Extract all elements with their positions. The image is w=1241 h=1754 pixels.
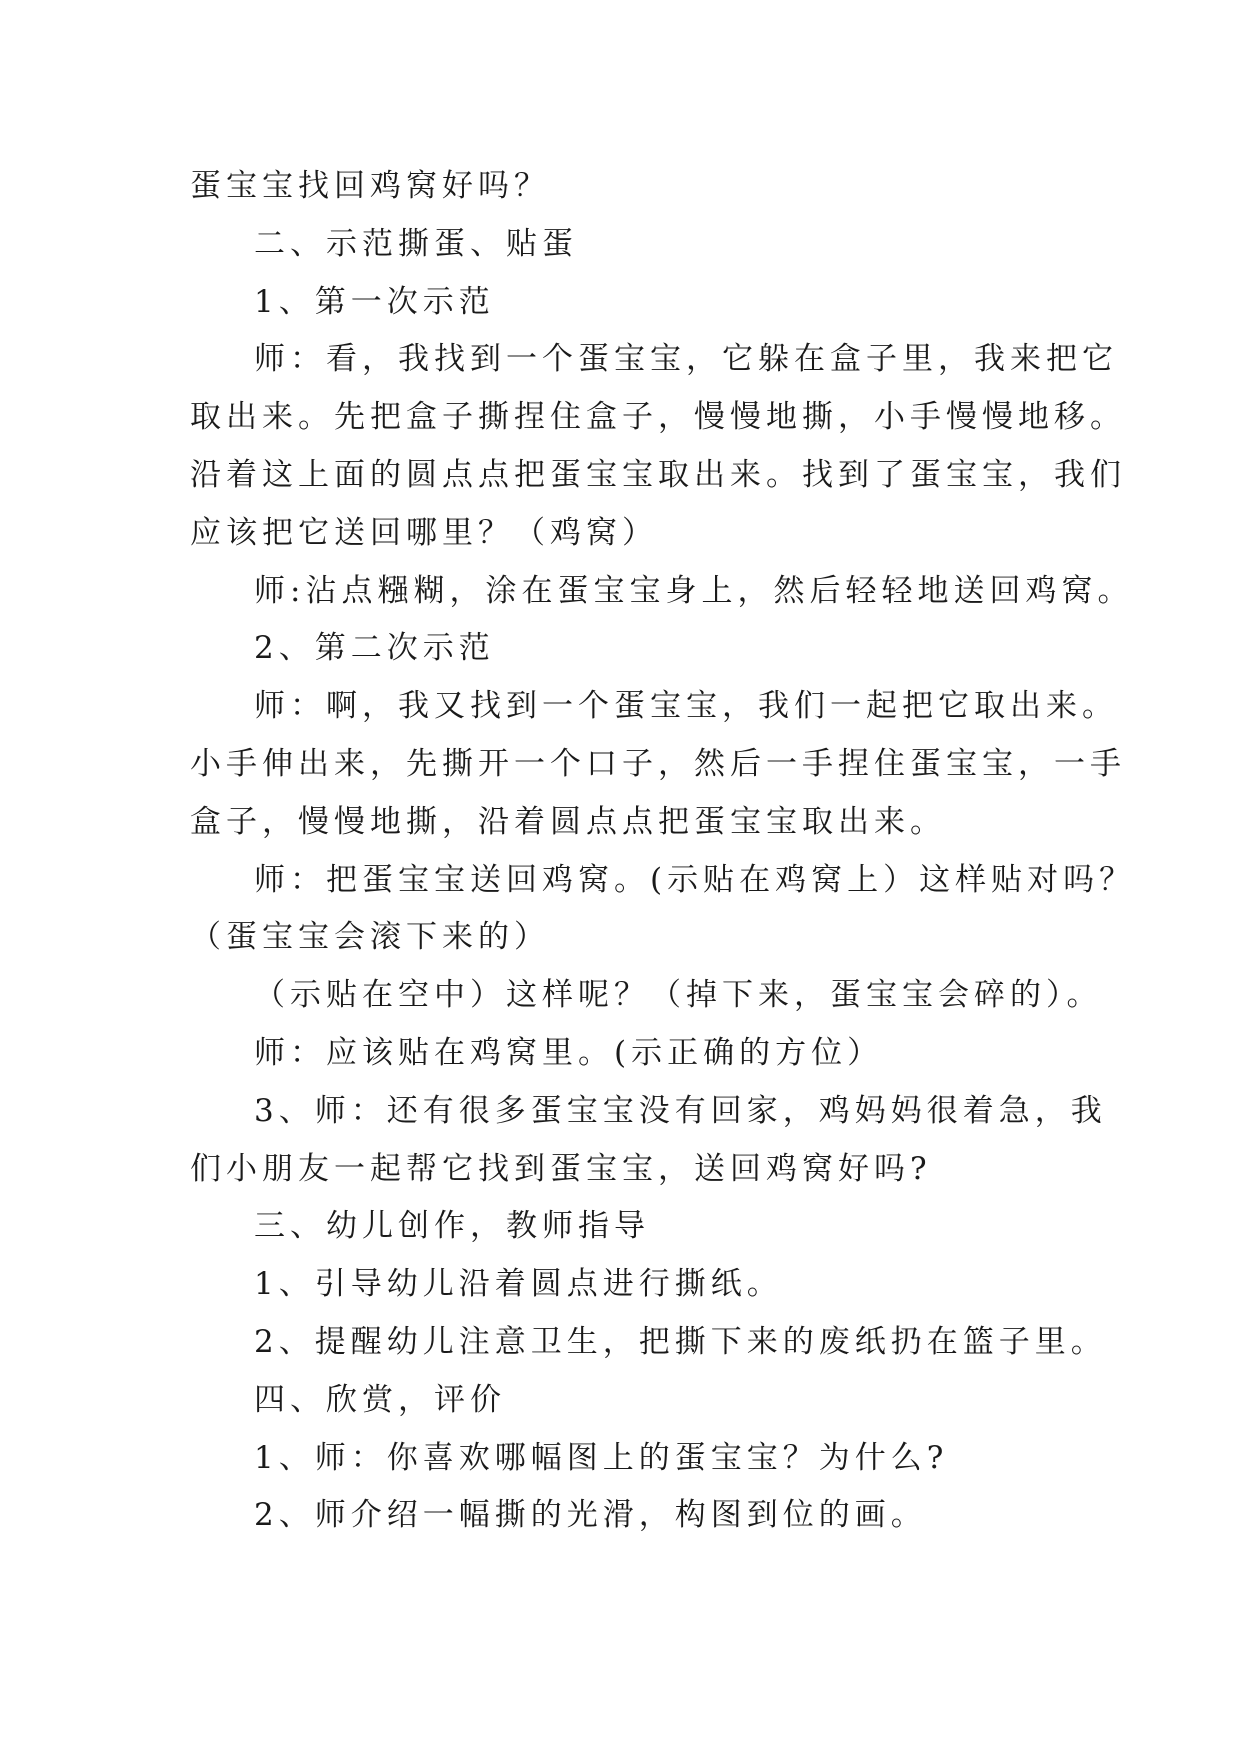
text-line: 沿着这上面的圆点点把蛋宝宝取出来。找到了蛋宝宝，我们	[190, 456, 1126, 493]
text-line: 师：应该贴在鸡窝里。(示正确的方位）	[254, 1034, 884, 1071]
text-line: 取出来。先把盒子撕捏住盒子，慢慢地撕，小手慢慢地移。	[190, 399, 1126, 436]
document-body	[190, 158, 1136, 1545]
list-item: 2、提醒幼儿注意卫生，把撕下来的废纸扔在篮子里。	[254, 1323, 1107, 1360]
subheading-second-demo: 2、第二次示范	[254, 630, 495, 667]
text-line: 师：看，我找到一个蛋宝宝，它躲在盒子里，我来把它	[254, 341, 1118, 378]
section-heading-demonstration: 二、示范撕蛋、贴蛋	[254, 225, 578, 262]
text-line: 3、师：还有很多蛋宝宝没有回家，鸡妈妈很着急，我	[254, 1092, 1107, 1129]
text-line: 师：把蛋宝宝送回鸡窝。(示贴在鸡窝上）这样贴对吗？	[254, 861, 1136, 898]
list-item: 1、师：你喜欢哪幅图上的蛋宝宝？为什么?	[254, 1439, 949, 1476]
text-line: 师:沾点糨糊，涂在蛋宝宝身上，然后轻轻地送回鸡窝。	[254, 572, 1134, 609]
text-line: 蛋宝宝找回鸡窝好吗？	[190, 168, 550, 204]
text-line: （示贴在空中）这样呢？（掉下来，蛋宝宝会碎的）。	[254, 977, 1103, 1014]
subheading-first-demo: 1、第一次示范	[254, 283, 495, 320]
list-item: 1、引导幼儿沿着圆点进行撕纸。	[254, 1266, 783, 1303]
text-line: 小手伸出来，先撕开一个口子，然后一手捏住蛋宝宝，一手	[190, 745, 1126, 782]
text-line: 盒子，慢慢地撕，沿着圆点点把蛋宝宝取出来。	[190, 803, 946, 840]
text-line: 应该把它送回哪里？（鸡窝）	[190, 514, 658, 551]
text-line: 师：啊，我又找到一个蛋宝宝，我们一起把它取出来。	[254, 688, 1118, 725]
list-item: 2、师介绍一幅撕的光滑，构图到位的画。	[254, 1497, 927, 1534]
section-heading-creation: 三、幼儿创作，教师指导	[254, 1208, 650, 1245]
text-line: 们小朋友一起帮它找到蛋宝宝，送回鸡窝好吗?	[190, 1150, 932, 1187]
section-heading-evaluation: 四、欣赏，评价	[254, 1381, 506, 1418]
text-line: （蛋宝宝会滚下来的）	[190, 919, 550, 956]
